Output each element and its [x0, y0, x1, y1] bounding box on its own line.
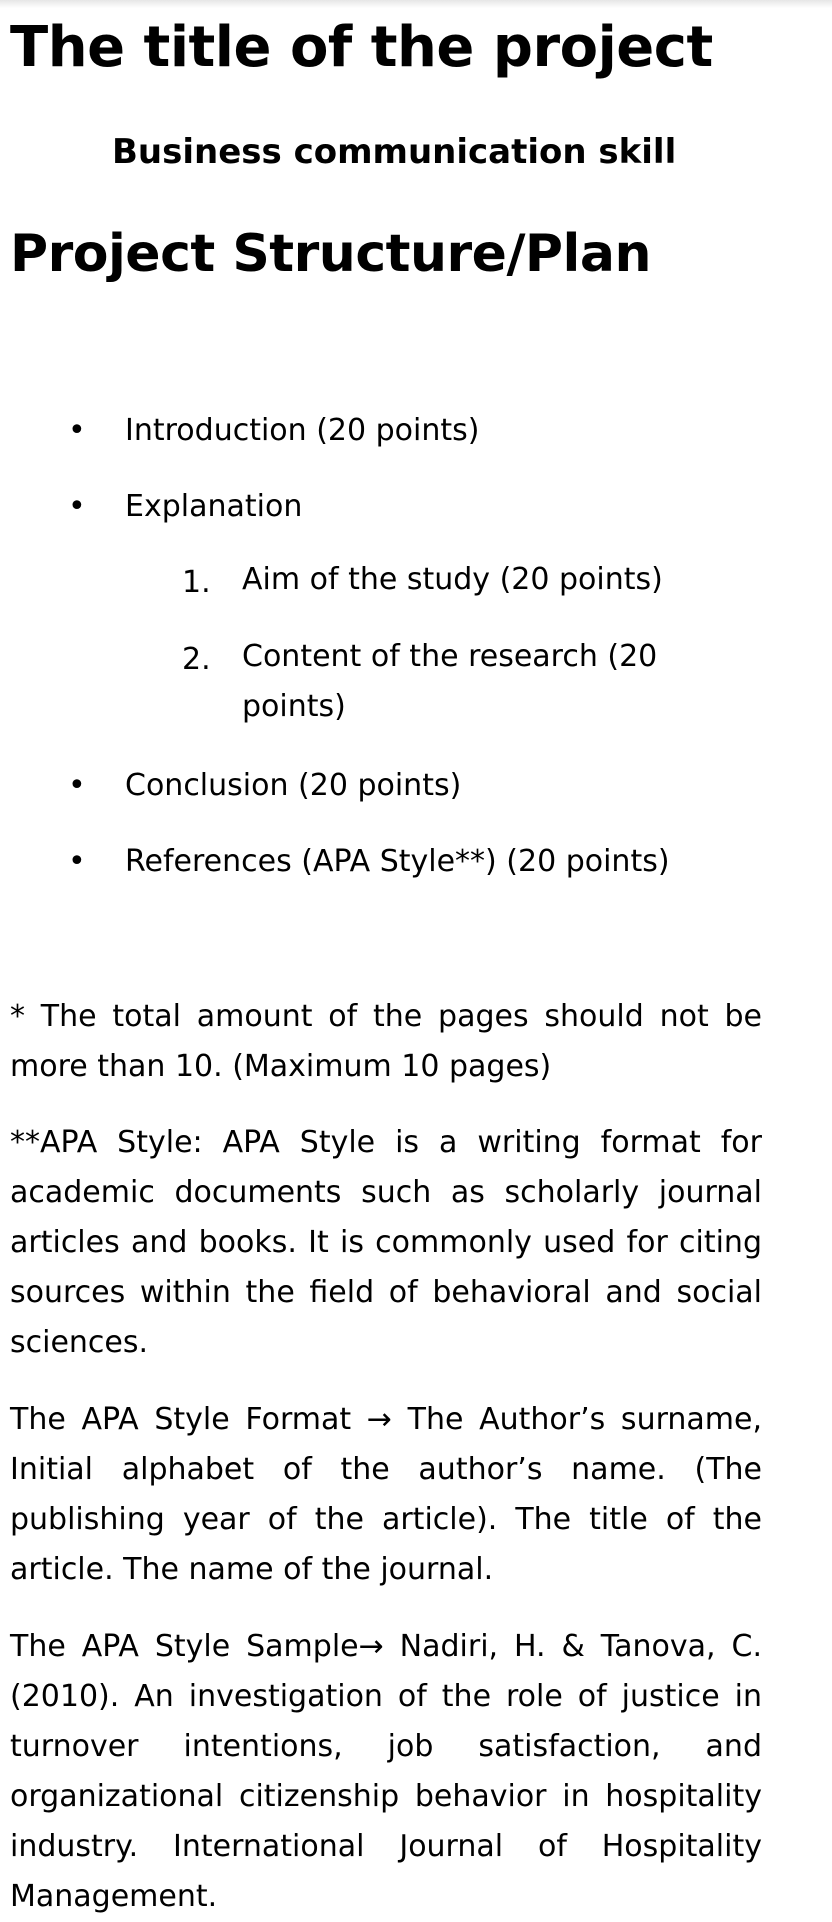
top-edge-shadow [0, 0, 832, 8]
bullet-icon: • [68, 844, 86, 879]
list-number: 1. [182, 565, 211, 600]
bullet-icon: • [68, 413, 86, 448]
outline-item-label: Explanation [125, 489, 303, 524]
page-limit-note: * The total amount of the pages should not be more than 10. (Maximum 10 pages) [10, 999, 762, 1084]
outline-item-label: References (APA Style**) (20 points) [125, 844, 670, 879]
outline-subitem-label: Aim of the study (20 points) [242, 562, 663, 597]
apa-sample-note: The APA Style Sample→ Nadiri, H. & Tanova, C. (2010). An investigation of the role of justice in turnover intentions, job satisfaction, and organizational citizenship behavior in hospitality industry. International Journal of Hospitality Management. [10, 1629, 762, 1914]
list-number: 2. [182, 642, 211, 677]
project-title: The title of the project [10, 15, 713, 80]
apa-definition-note: **APA Style: APA Style is a writing format for academic documents such as scholarly journal articles and books. It is commonly used for citing sources within the field of behavioral and social sciences. [10, 1125, 762, 1360]
project-subtitle: Business communication skill [112, 132, 677, 172]
outline-item-label: Conclusion (20 points) [125, 768, 462, 803]
outline-subitem-label: Content of the research (20 points) [242, 639, 658, 724]
outline-item-label: Introduction (20 points) [125, 413, 480, 448]
bullet-icon: • [68, 489, 86, 524]
section-heading: Project Structure/Plan [10, 224, 651, 284]
apa-format-note: The APA Style Format → The Author’s surname, Initial alphabet of the author’s name. (The publishing year of the article). The title of the article. The name of the journal. [10, 1402, 762, 1587]
bullet-icon: • [68, 768, 86, 803]
